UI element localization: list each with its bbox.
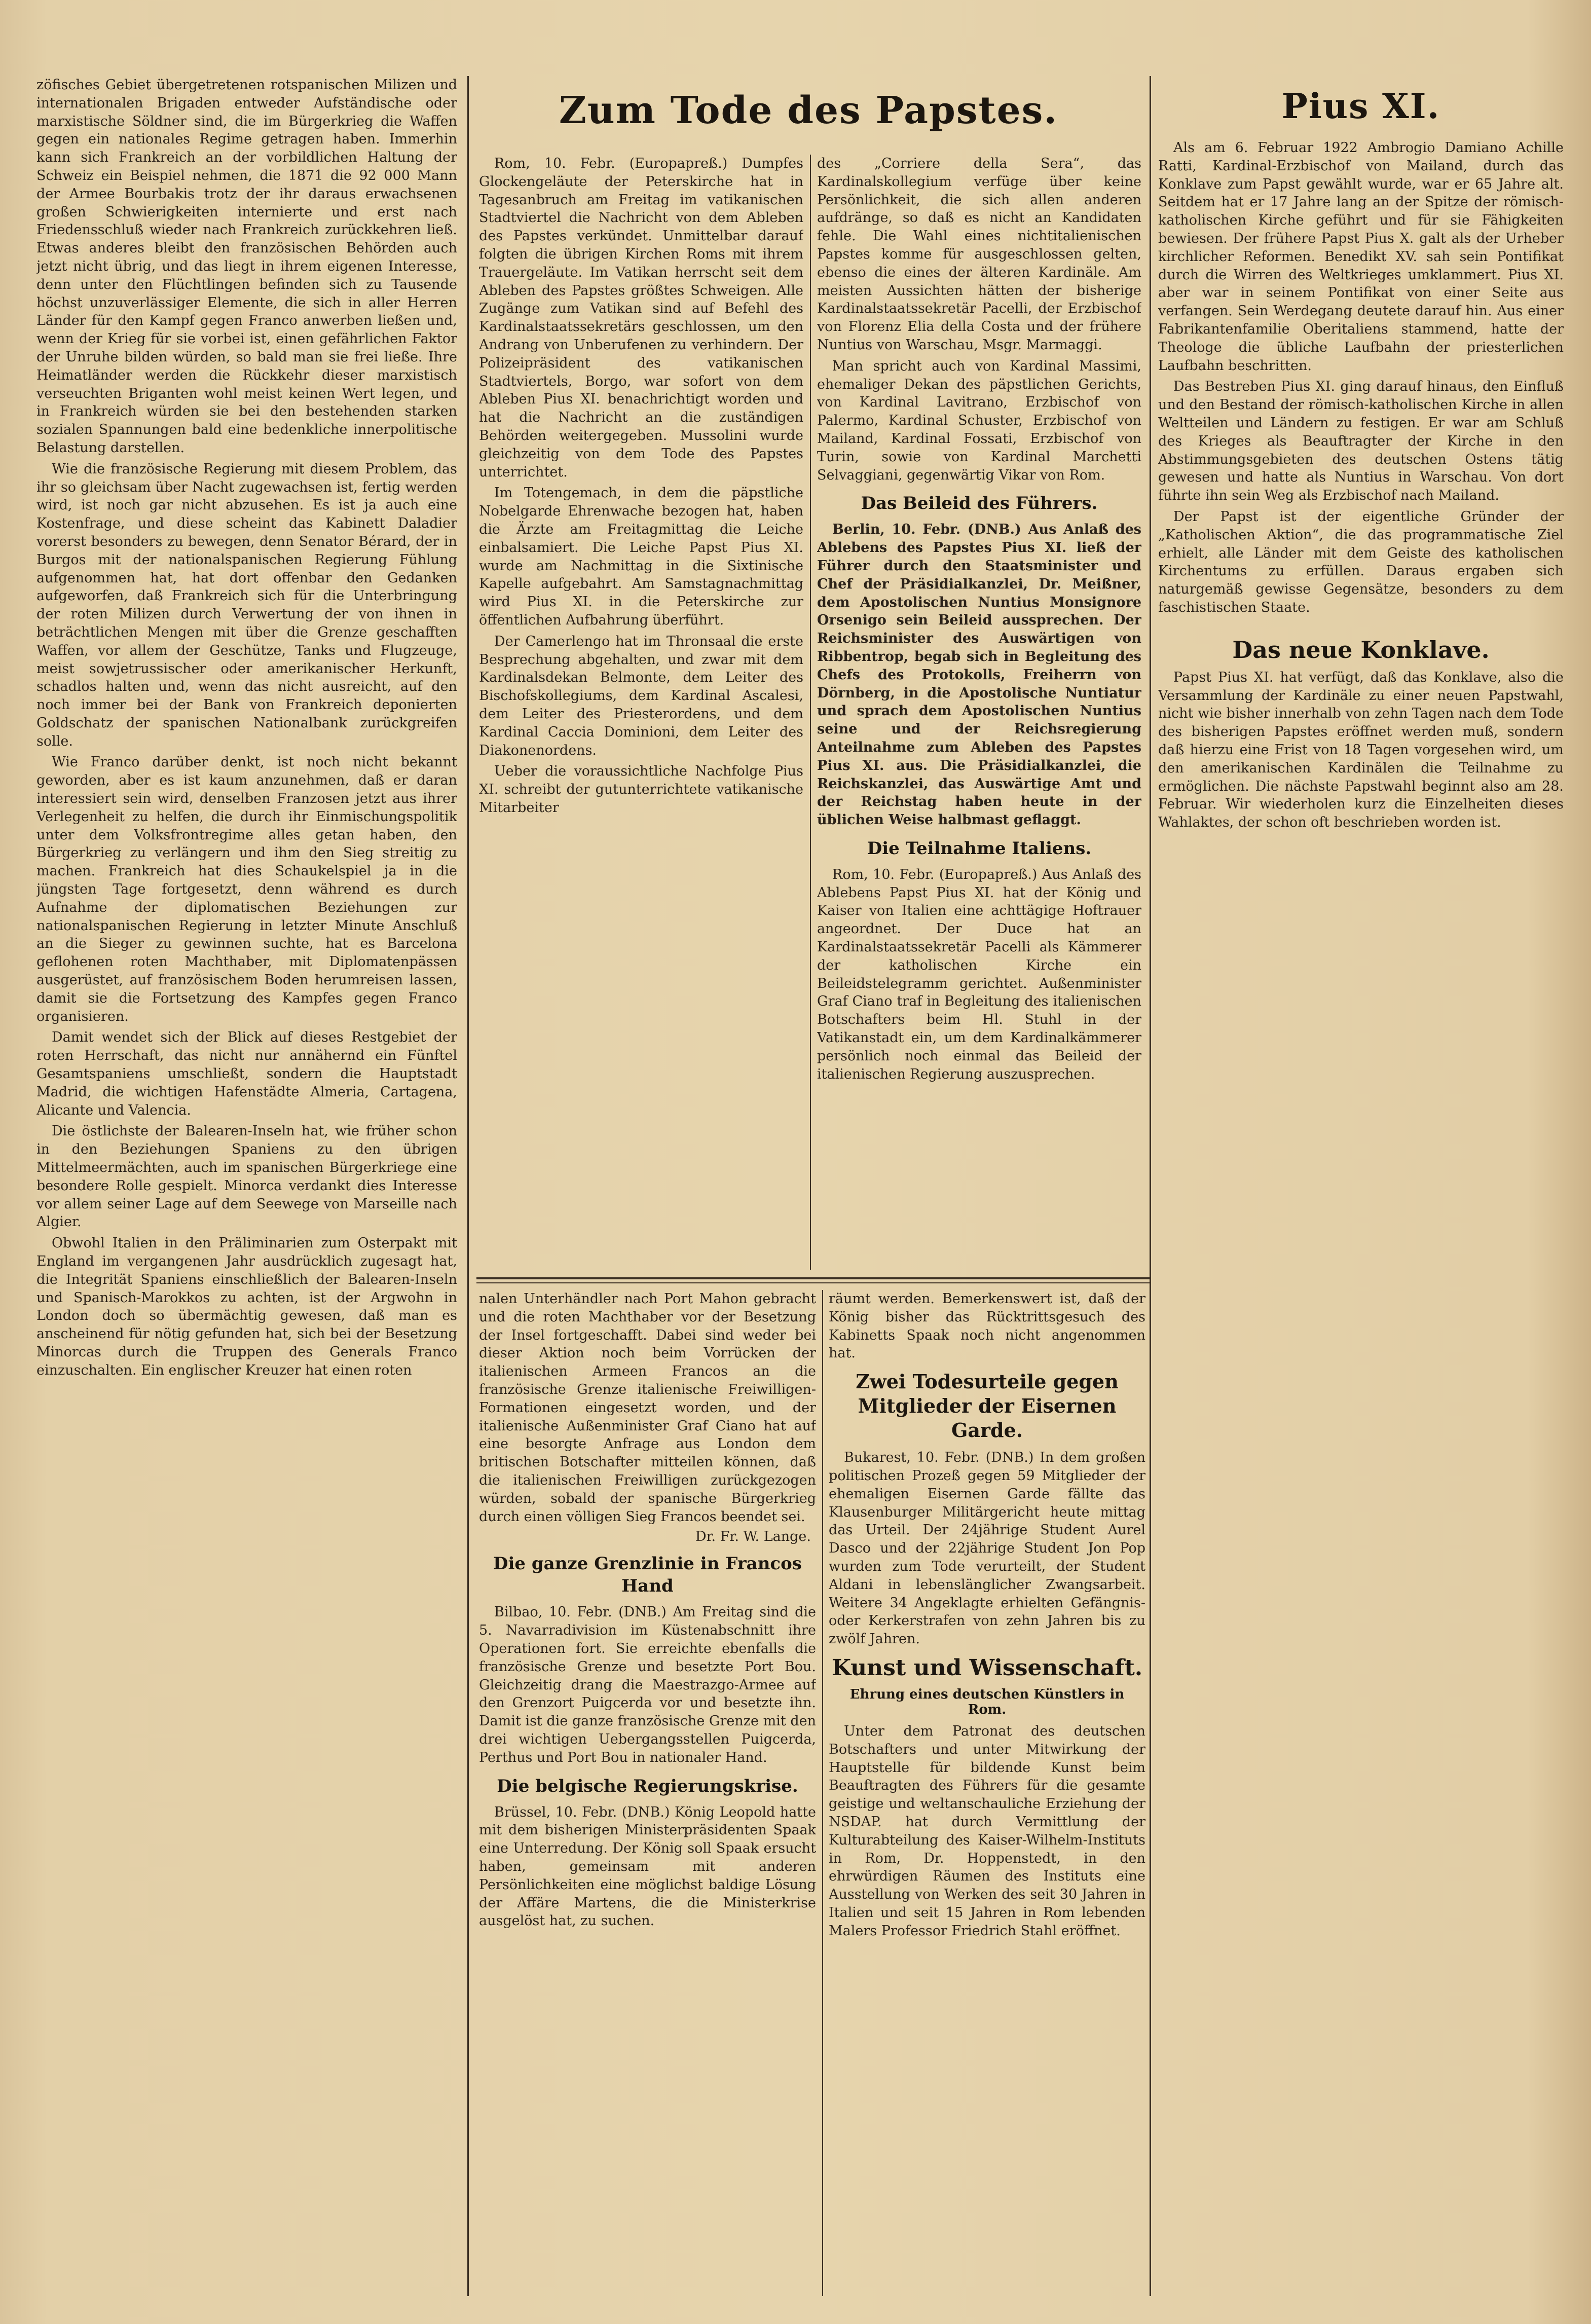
article-paragraph: Rom, 10. Febr. (Europapreß.) Aus Anlaß des Ablebens Papst Pius XI. hat der König und Kaiser von Italien eine achttägige Hoftrauer angeordnet. Der Duce hat an Kardinalstaatssekretär Pacelli als Kämmerer der katholischen Kirche ein Beileidstelegramm gerichtet. Außenminister Graf Ciano traf in Begleitung des italienischen Botschafters beim Hl. Stuhl in der Vatikanstadt ein, um dem Kardinalkämmerer persönlich noch einmal das Beileid der italienischen Regierung auszusprechen. [817,866,1141,1082]
article-paragraph: Das Bestreben Pius XI. ging darauf hinaus, den Einfluß und den Bestand der römisch-katholischen Kirche in allen Weltteilen und Ländern zu festigen. Er war am Schluß des Krieges als Beauftragter der Kirche in den Abstimmungsgebieten des deutschen Ostens tätig gewesen und hatte als Nuntius in Warschau. Von dort führte ihn sein Weg als Erzbischof nach Mailand. [1158,379,1564,504]
column-divider [810,155,811,1270]
article-paragraph: des „Corriere della Sera“, das Kardinalskollegium verfüge über keine Persönlichkeit, die sich allen anderen aufdränge, so daß es nicht an Kandidaten fehle. Die Wahl eines nichtitalienischen Papstes komme für ausgeschlossen gelten, ebenso die eines der älteren Kardinäle. Am meisten Aussichten hätten der bisherige Kardinalstaatssekretär Pacelli, der Erzbischof von Florenz Elia della Costa und der frühere Nuntius von Warschau, Msgr. Marmaggi. [817,156,1141,353]
article-paragraph: räumt werden. Bemerkenswert ist, daß der König bisher das Rücktrittsgesuch des Kabinetts Spaak noch nicht angenommen hat. [829,1291,1145,1361]
center-right-column [817,155,1141,1270]
article-paragraph: nalen Unterhändler nach Port Mahon gebracht und die roten Machthaber vor der Besetzung der Insel fortgeschafft. Dabei sind weder bei dieser Aktion noch beim Vorrücken der italienischen Armeen Francos an die französische Grenze italienische Freiwilligen-Formationen eingesetzt worden, und der italienische Außenminister Graf Ciano hat auf eine besorgte Anfrage aus London dem britischen Botschafter mitteilen können, daß die italienischen Freiwilligen zurückgezogen würden, sobald der spanische Bürgerkrieg durch einen völligen Sieg Francos beendet sei. [479,1291,816,1525]
main-headline: Zum Tode des Papstes. [559,89,1058,132]
grenz-headline: Die ganze Grenzlinie in Francos Hand [493,1554,802,1597]
section-divider [476,1282,1150,1283]
papst-headline-block [476,76,1140,152]
article-paragraph: Wie die französische Regierung mit diesem Problem, das ihr so gleichsam über Nacht zugewachsen ist, fertig werden wird, ist noch gar nicht abzusehen. Es ist ja auch eine Kostenfrage, und diese scheint das Kabinett Daladier vorerst besonders zu bewegen, denn Senator Bérard, der in Burgos mit der nationalspanischen Regierung Fühlung aufgenommen hat, hat dort offenbar den Gedanken aufgeworfen, daß Frankreich sich für die Unterbringung der roten Milizen durch Verwertung der von ihnen in beträchtlichen Mengen mit über die Grenze geschafften Waffen, vor allem der Geschütze, Tanks und Flugzeuge, meist sowjetrussischer oder amerikanischer Herkunft, schadlos halten und, wenn das nicht ausreicht, auf den noch immer bei der Bank von Frankreich deponierten Goldschatz der spanischen Nationalbank zurückgreifen solle. [36,461,457,749]
beileid-headline: Das Beileid des Führers. [861,493,1098,514]
column-divider [822,1290,823,2296]
article-paragraph: Ueber die voraussichtliche Nachfolge Pius XI. schreibt der gutunterrichtete vatikanische Mitarbeiter [479,763,803,816]
article-paragraph: Der Papst ist der eigentliche Gründer der „Katholischen Aktion“, die das programmatische Ziel erhielt, alle Länder mit dem Geiste des katholischen Kirchentums zu erfüllen. Daraus ergaben sich naturgemäß gewisse Gegensätze, besonders zu dem faschistischen Staate. [1158,508,1564,615]
article-paragraph: zöfisches Gebiet übergetretenen rotspanischen Milizen und internationalen Brigaden entweder Aufständische oder marxistische Söldner sind, die im Bürgerkrieg die Waffen gegen ein nationales Regime getragen haben. Immerhin kann sich Frankreich an der vorbildlichen Haltung der Schweiz ein Beispiel nehmen, die 1871 die 92 000 Mann der Armee Bourbakis trotz der ihr daraus erwachsenen großen Schwierigkeiten internierte und erst nach Friedensschluß wieder nach Frankreich zurückkehren ließ. Etwas anderes bleibt den französischen Behörden auch jetzt nicht übrig, und das liegt in ihrem eigenen Interesse, denn unter den Flüchtlingen befinden sich zu Tausende höchst unzuverlässiger Elemente, die sich in aller Herren Länder für den Kampf gegen Franco anwerben ließen und, wenn der Krieg für sie vorbei ist, einen gefährlichen Faktor der Unruhe bilden würden, so bald man sie frei ließe. Ihre Heimatländer werden die Rückkehr dieser marxistisch verseuchten Briganten wohl meist keinen Wert legen, und in Frankreich würden sie bei den bestehenden starken sozialen Spannungen bald eine bedenkliche innerpolitische Belastung darstellen. [36,77,457,456]
pius-headline: Pius XI. [1281,86,1440,127]
lower-left-column [479,1290,816,2294]
italien-headline: Die Teilnahme Italiens. [867,838,1092,859]
article-paragraph: Brüssel, 10. Febr. (DNB.) König Leopold hatte mit dem bisherigen Ministerpräsidenten Spaak eine Unterredung. Der König soll Spaak ersucht haben, gemeinsam mit anderen Persönlichkeiten eine möglichst baldige Lösung der Affäre Martens, die die Ministerkrise ausgelöst hat, zu suchen. [479,1804,816,1929]
lower-right-column [829,1290,1145,2294]
article-paragraph: Der Camerlengo hat im Thronsaal die erste Besprechung abgehalten, und zwar mit dem Kardinalsdekan Belmonte, dem Leiter des Bischofskollegiums, dem Kardinal Ascalesi, dem Leiter des Priesterordens, und dem Kardinal Caccia Dominioni, dem Leiter des Diakonenordens. [479,633,803,758]
left-column [36,76,457,2291]
article-paragraph: Unter dem Patronat des deutschen Botschafters und unter Mitwirkung der Hauptstelle für bildende Kunst beim Beauftragten des Führers für die gesamte geistige und weltanschauliche Erziehung der NSDAP. hat durch Vermittlung der Kulturabteilung des Kaiser-Wilhelm-Instituts in Rom, Dr. Hoppenstedt, in den ehrwürdigen Räumen des Instituts eine Ausstellung von Werken des seit 30 Jahren in Italien und seit 15 Jahren in Rom lebenden Malers Professor Friedrich Stahl eröffnet. [829,1723,1145,1939]
article-paragraph: Wie Franco darüber denkt, ist noch nicht bekannt geworden, aber es ist kaum anzunehmen, daß er daran interessiert sein wird, denselben Franzosen jetzt aus ihrer Verlegenheit zu helfen, die durch ihr Einmischungspolitik unter dem Volksfrontregime alles getan haben, den Bürgerkrieg zu verlängern und ihm den Sieg streitig zu machen. Frankreich hat dies Schaukelspiel ja in die jüngsten Tage fortgesetzt, denn während es durch Aufnahme der diplomatischen Beziehungen zur nationalspanischen Regierung in letzter Minute Anschluß an die Sieger zu gewinnen suchte, hat es Barcelona geflohenen roten Machthaber, mit Diplomatenpässen ausgerüstet, auf französischem Boden herumreisen lassen, damit sie die Fortsetzung des Kampfes gegen Franco organisieren. [36,754,457,1024]
pius-column [1158,76,1564,2296]
article-paragraph: Berlin, 10. Febr. (DNB.) Aus Anlaß des Ablebens des Papstes Pius XI. ließ der Führer durch den Staatsminister und Chef der Präsidialkanzlei, Dr. Meißner, dem Apostolischen Nuntius Monsignore Orsenigo sein Beileid aussprechen. Der Reichsminister des Auswärtigen von Ribbentrop, begab sich in Begleitung des Chefs des Protokolls, Freiherrn von Dörnberg, in die Apostolische Nuntiatur und sprach dem Apostolischen Nuntius seine und der Reichsregierung Anteilnahme zum Ableben des Papstes Pius XI. aus. Die Präsidialkanzlei, die Reichskanzlei, das Auswärtige Amt und der Reichstag haben heute in der üblichen Weise halbmast geflaggt. [817,522,1141,828]
article-paragraph: Damit wendet sich der Blick auf dieses Restgebiet der roten Herrschaft, das nicht nur annähernd ein Fünftel Gesamtspaniens umschließt, sondern die Hauptstadt Madrid, die wichtigen Hafenstädte Almeria, Cartagena, Alicante und Valencia. [36,1029,457,1118]
column-divider [467,76,469,2296]
todesurteile-headline: Zwei Todesurteile gegen Mitglieder der Eisernen Garde. [856,1370,1119,1442]
article-paragraph: Rom, 10. Febr. (Europapreß.) Dumpfes Glockengeläute der Peterskirche hat in Tagesanbruch am Freitag im vatikanischen Stadtviertel die Nachricht von dem Ableben des Papstes verkündet. Unmittelbar darauf folgten die übrigen Kirchen Roms mit ihrem Trauergeläute. Im Vatikan herrscht seit dem Ableben des Papstes größtes Schweigen. Alle Zugänge zum Vatikan sind auf Befehl des Kardinalstaatssekretärs geschlossen, um den Andrang von Unberufenen zu verhindern. Der Polizeipräsident des vatikanischen Stadtviertels, Borgo, war sofort von dem Ableben Pius XI. benachrichtigt worden und hat die Nachricht an die zuständigen Behörden weitergegeben. Mussolini wurde gleichzeitig von dem Tode des Papstes unterrichtet. [479,156,803,480]
center-left-column [479,155,803,1270]
kunst-subheadline: Ehrung eines deutschen Künstlers in Rom. [849,1686,1125,1717]
article-paragraph: Bukarest, 10. Febr. (DNB.) In dem großen politischen Prozeß gegen 59 Mitglieder der ehemaligen Eisernen Garde fällte das Klausenburger Militärgericht heute mittag das Urteil. Der 24jährige Student Aurel Dasco und der 22jährige Student Jon Pop wurden zum Tode verurteilt, der Student Aldani in lebenslänglicher Zwangsarbeit. Weitere 34 Angeklagte erhielten Gefängnis- oder Kerkerstrafen von zehn Jahren bis zu zwölf Jahren. [829,1450,1145,1647]
article-paragraph: Bilbao, 10. Febr. (DNB.) Am Freitag sind die 5. Navarradivision im Küstenabschnitt ihre Operationen fort. Sie erreichte ebenfalls die französische Grenze und besetzte Port Bou. Gleichzeitig drang die Maestrazgo-Armee auf den Grenzort Puigcerda vor und besetzte ihn. Damit ist die ganze französische Grenze mit den drei wichtigen Uebergangsstellen Puigcerda, Perthus und Port Bou in nationaler Hand. [479,1604,816,1765]
kunst-headline: Kunst und Wissenschaft. [831,1654,1143,1681]
article-paragraph: Die östlichste der Balearen-Inseln hat, wie früher schon in den Beziehungen Spaniens zu den übrigen Mittelmeermächten, auch im spanischen Bürgerkriege eine besondere Rolle gespielt. Minorca verdankt dies Interesse vor allem seiner Lage auf dem Seewege von Marseille nach Algier. [36,1123,457,1230]
article-paragraph: Man spricht auch von Kardinal Massimi, ehemaliger Dekan des päpstlichen Gerichts, von Kardinal Lavitrano, Erzbischof von Palermo, Kardinal Schuster, Erzbischof von Mailand, Kardinal Fossati, Erzbischof von Turin, sowie von Kardinal Marchetti Selvaggiani, gegenwärtig Vikar von Rom. [817,358,1141,483]
article-paragraph: Obwohl Italien in den Präliminarien zum Osterpakt mit England im vergangenen Jahr ausdrücklich zugesagt hat, die Integrität Spaniens einschließlich der Balearen-Inseln und Spanisch-Marokkos zu achten, ist der Argwohn in London doch so übermächtig gewesen, daß man es anscheinend für nötig gefunden hat, sich bei der Besetzung Minorcas durch die Truppen des Generals Franco einzuschalten. Ein englischer Kreuzer hat einen roten [36,1235,457,1378]
konklave-headline: Das neue Konklave. [1232,636,1490,663]
section-divider [476,1277,1150,1279]
article-paragraph: Als am 6. Februar 1922 Ambrogio Damiano Achille Ratti, Kardinal-Erzbischof von Mailand, durch das Konklave zum Papst gewählt wurde, war er 65 Jahre alt. Seitdem hat er 17 Jahre lang an der Spitze der römisch-katholischen Kirche geführt und für sie Fähigkeiten bewiesen. Der frühere Papst Pius X. galt als der Urheber kirchlicher Reformen. Benedikt XV. sah sein Pontifikat durch die Wirren des Weltkrieges umklammert. Pius XI. aber war in seinem Pontifikat von einer Seite aus verfangen. Sein Werdegang deutete darauf hin. Aus einer Fabrikantenfamilie Oberitaliens stammend, hatte der Theologe die übliche Laufbahn der priesterlichen Laufbahn beschritten. [1158,140,1564,374]
article-paragraph: Papst Pius XI. hat verfügt, daß das Konklave, also die Versammlung der Kardinäle zu einer neuen Papstwahl, nicht wie bisher innerhalb von zehn Tagen nach dem Tode des bisherigen Papstes eröffnet werden muß, sondern daß hierzu eine Frist von 18 Tagen vorgesehen wird, um den amerikanischen Kardinälen die Teilnahme zu ermöglichen. Die nächste Papstwahl beginnt also am 28. Februar. Wir wiederholen kurz die Einzelheiten dieses Wahlaktes, der schon oft beschrieben worden ist. [1158,669,1564,831]
belgien-headline: Die belgische Regierungskrise. [497,1776,798,1796]
article-paragraph: Im Totengemach, in dem die päpstliche Nobelgarde Ehrenwache bezogen hat, haben die Ärzte am Freitagmittag die Leiche einbalsamiert. Die Leiche Papst Pius XI. wurde am Nachmittag in die Sixtinische Kapelle aufgebahrt. Am Samstagnachmittag wird Pius XI. in die Peterskirche zur öffentlichen Aufbahrung überführt. [479,485,803,628]
author-signature: Dr. Fr. W. Lange. [695,1529,811,1545]
column-divider [1150,76,1151,2296]
